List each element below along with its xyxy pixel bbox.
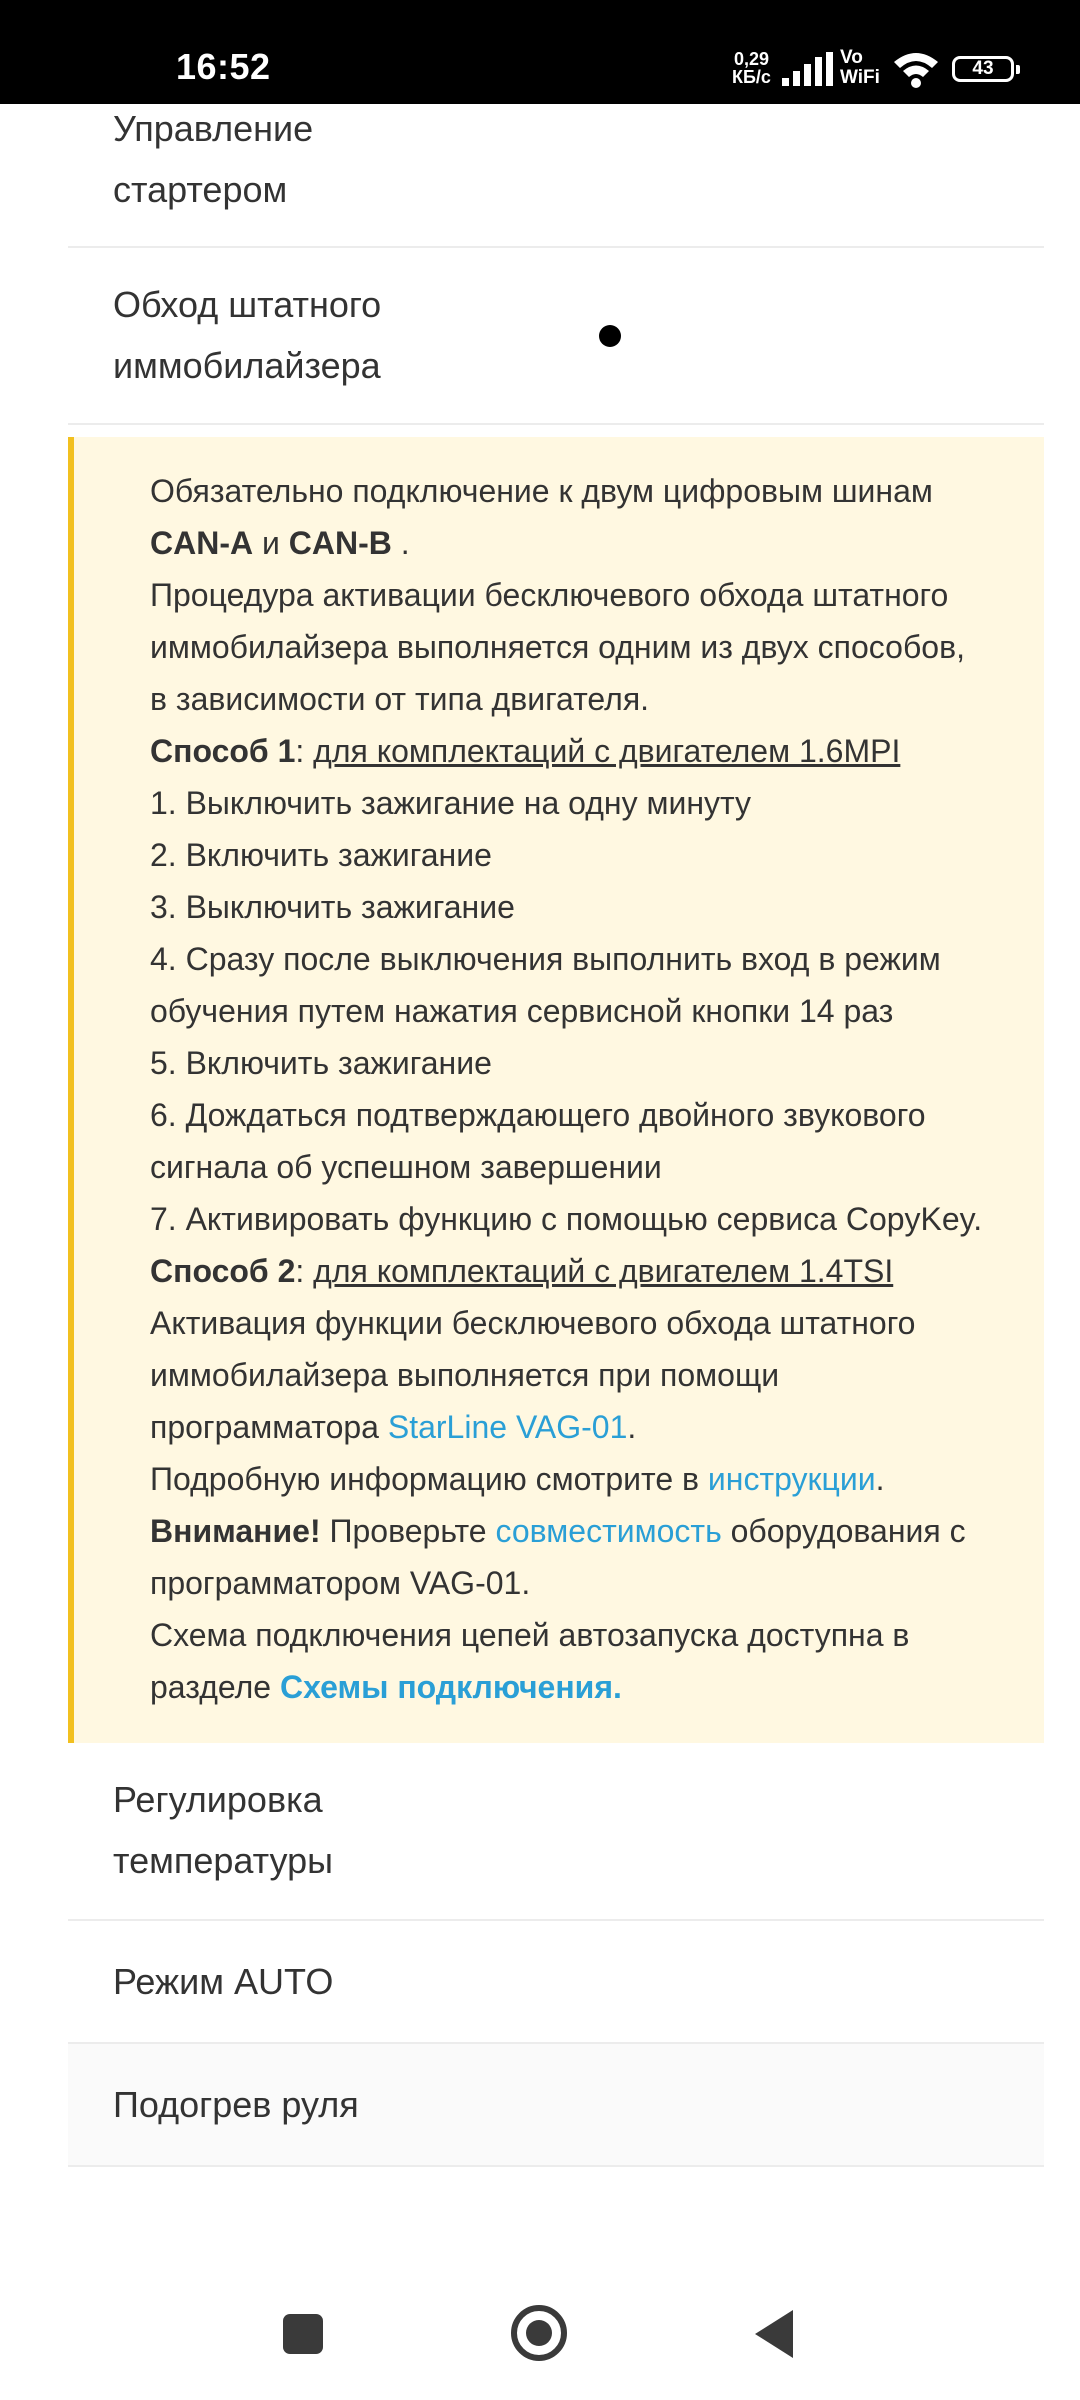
feature-row-starter[interactable]: [68, 104, 1044, 248]
attention-label: Внимание!: [150, 1513, 321, 1549]
network-speed-value: 0,29: [733, 49, 769, 69]
feature-label-line: Управление: [113, 108, 314, 149]
home-button[interactable]: [511, 2305, 567, 2361]
step-item: 3. Выключить зажигание: [150, 889, 515, 925]
touch-indicator: [599, 325, 621, 347]
can-a-label: CAN-A: [150, 525, 254, 561]
feature-label-line: стартером: [113, 169, 288, 210]
step-item: 1. Выключить зажигание на одну минуту: [150, 785, 752, 821]
feature-row-auto-mode[interactable]: [68, 1921, 1044, 2044]
info-text: Подробную информацию смотрите в: [150, 1461, 708, 1497]
feature-list: [68, 104, 1044, 2167]
feature-label: [113, 98, 453, 220]
feature-row-steering-heating[interactable]: [68, 2044, 1044, 2167]
feature-label: Подогрев руля: [113, 2084, 359, 2125]
immobilizer-info-panel: [68, 437, 1044, 1743]
can-b-label: CAN-B: [288, 525, 392, 561]
back-button[interactable]: [755, 2310, 793, 2358]
info-text: Активация функции бесключевого обхода штатного иммобилайзера выполняется при помощи программатора: [150, 1305, 916, 1445]
info-text: :: [295, 733, 314, 769]
signal-icon: [782, 52, 834, 86]
status-bar: [0, 0, 1080, 104]
feature-row-temperature[interactable]: [68, 1743, 1044, 1921]
compatibility-link[interactable]: совместимость: [495, 1513, 722, 1549]
method-2-heading: [150, 1245, 984, 1297]
method-1-heading: [150, 725, 984, 777]
step-item: 6. Дождаться подтверждающего двойного звукового сигнала об успешном завершении: [150, 1097, 926, 1185]
info-paragraph: [150, 1505, 984, 1609]
info-text: Обязательно подключение к двум цифровым шинам: [150, 473, 933, 509]
info-text: Проверьте: [320, 1513, 496, 1549]
method-1-label: Способ 1: [150, 733, 296, 769]
feature-label-line: иммобилайзера: [113, 345, 381, 386]
step-item: 2. Включить зажигание: [150, 837, 492, 873]
info-paragraph: [150, 1453, 984, 1505]
network-speed-unit: КБ/с: [732, 67, 771, 87]
info-text: .: [627, 1409, 637, 1445]
step-item: 4. Сразу после выключения выполнить вход в режим обучения путем нажатия сервисной кнопки 14 раз: [150, 941, 941, 1029]
step-item: 7. Активировать функцию с помощью сервиса CopyKey.: [150, 1201, 983, 1237]
info-text: .: [391, 525, 410, 561]
vo-label: Vo: [840, 47, 863, 68]
wifi-icon: [892, 50, 940, 88]
info-text: Схема подключения цепей автозапуска доступна в разделе: [150, 1617, 910, 1705]
method-2-link[interactable]: для комплектаций с двигателем 1.4TSI: [313, 1253, 894, 1289]
vowifi-icon: [840, 48, 880, 88]
info-text: и: [253, 525, 289, 561]
feature-label-line: температуры: [113, 1840, 334, 1881]
feature-label-line: Регулировка: [113, 1779, 323, 1820]
network-speed: [732, 50, 771, 86]
battery-icon: [952, 56, 1014, 82]
info-text: оборудования с программатором VAG-01.: [150, 1513, 966, 1601]
feature-label: [113, 1769, 453, 1891]
info-paragraph: [150, 1297, 984, 1453]
wifi-label: WiFi: [840, 67, 880, 88]
method-2-label: Способ 2: [150, 1253, 296, 1289]
info-paragraph: [150, 465, 984, 569]
method-1-link[interactable]: для комплектаций с двигателем 1.6MPI: [313, 733, 901, 769]
info-text: .: [875, 1461, 885, 1497]
vag01-link[interactable]: StarLine VAG-01: [387, 1409, 628, 1445]
info-text: :: [295, 1253, 314, 1289]
battery-level: 43: [972, 58, 994, 79]
info-paragraph: Процедура активации бесключевого обхода штатного иммобилайзера выполняется одним из двух способов, в зависимости от типа двигателя.: [150, 577, 965, 717]
instruction-link[interactable]: инструкции: [707, 1461, 876, 1497]
feature-label: Режим AUTO: [113, 1961, 334, 2002]
step-item: 5. Включить зажигание: [150, 1045, 492, 1081]
recent-apps-button[interactable]: [283, 2314, 323, 2354]
info-paragraph: [150, 1609, 984, 1713]
status-time: 16:52: [176, 46, 271, 87]
feature-row-immobilizer[interactable]: [68, 248, 1044, 425]
wiring-diagrams-link[interactable]: Схемы подключения.: [279, 1669, 622, 1705]
feature-label: [113, 274, 453, 396]
feature-label-line: Обход штатного: [113, 284, 382, 325]
